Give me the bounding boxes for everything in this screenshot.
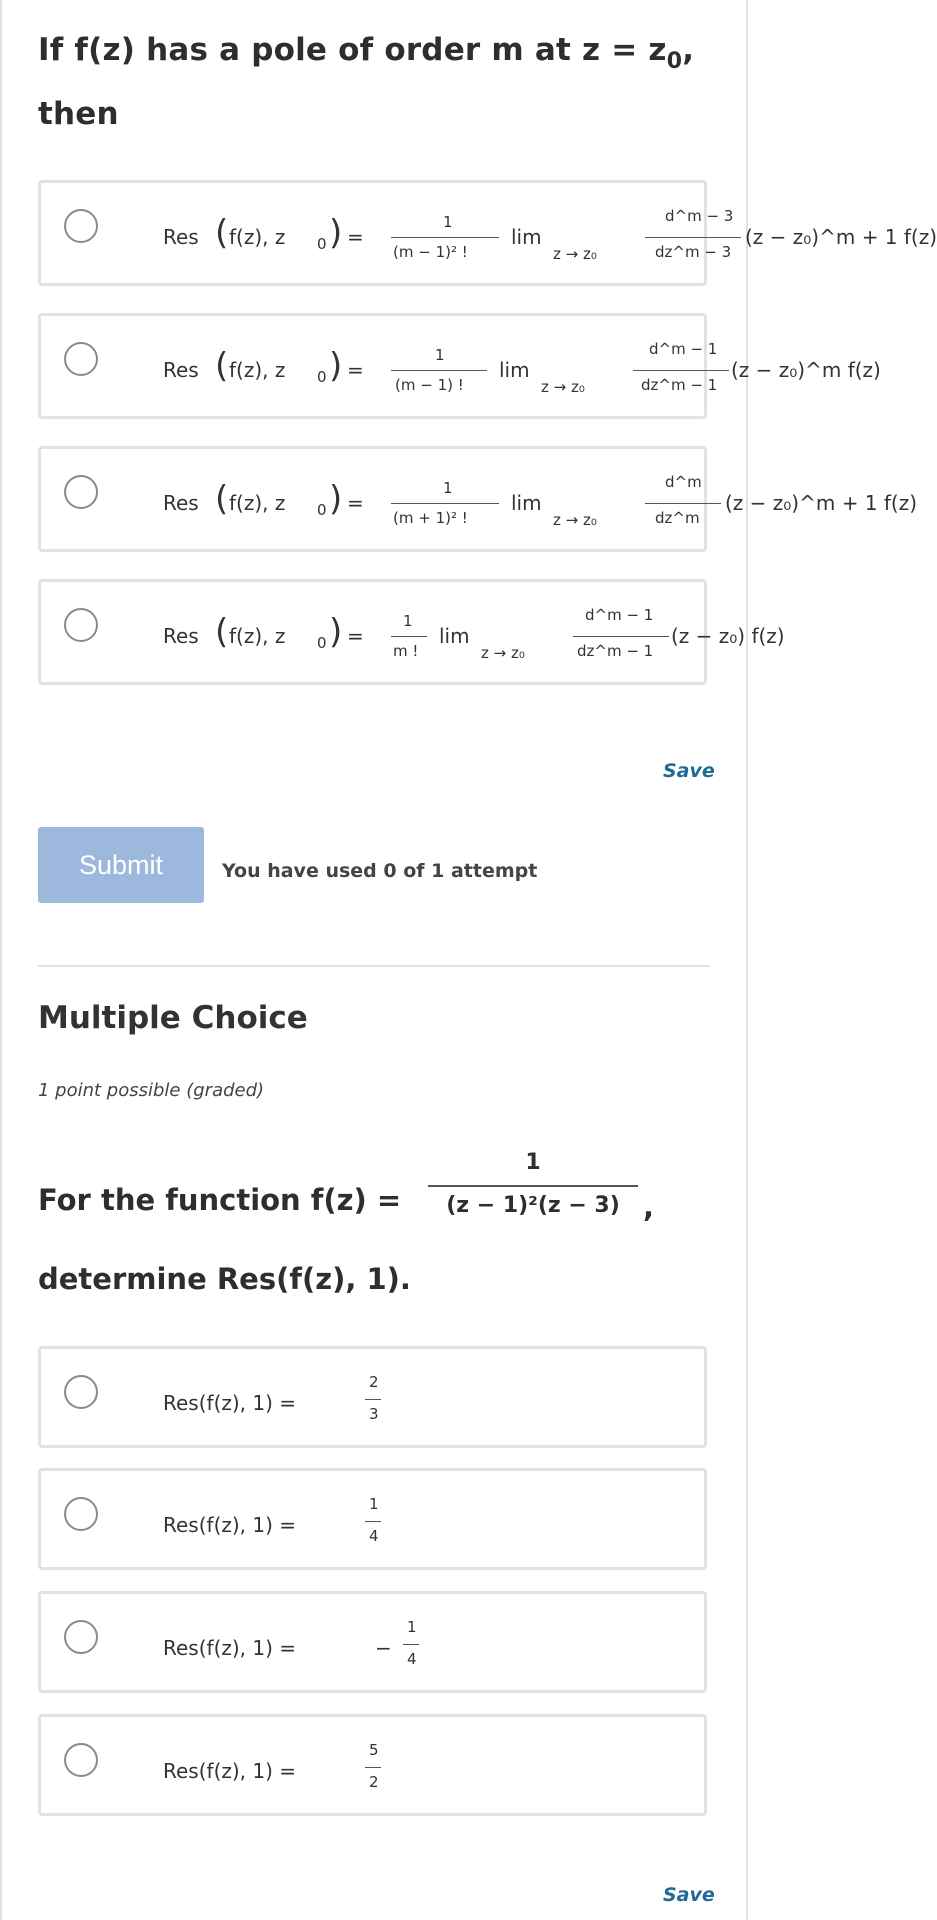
points-text: 1 point possible (graded) [38, 1080, 265, 1101]
save-button[interactable]: Save [663, 760, 715, 782]
answer-option-1[interactable]: Res ( f(z), z 0 ) = 1 (m − 1)² ! lim z → z₀ d^m − 3 dz^m − 3 (z − z₀)^m + 1 f(z) [38, 180, 707, 286]
left-border [0, 0, 2, 1920]
save-button-2[interactable]: Save [663, 1884, 715, 1906]
section-title: Multiple Choice [38, 1000, 308, 1036]
radio-button[interactable] [64, 342, 98, 376]
question-1-text: If f(z) has a pole of order m at $z = z_0$, [38, 32, 695, 74]
answer-option-q2-4[interactable]: Res(f(z), 1) = 5 2 [38, 1714, 707, 1816]
answer-option-3[interactable]: Res ( f(z), z 0 ) = 1 (m + 1)² ! lim z → z₀ d^m dz^m (z − z₀)^m + 1 f(z) [38, 446, 707, 552]
question-1-text-cont: then [38, 96, 119, 132]
question-2-text-cont: determine Res(f(z), 1). [38, 1262, 411, 1296]
radio-button[interactable] [64, 608, 98, 642]
section-divider [38, 965, 710, 967]
answer-option-q2-2[interactable]: Res(f(z), 1) = 1 4 [38, 1468, 707, 1570]
right-border [746, 0, 748, 1920]
radio-button[interactable] [64, 1375, 98, 1409]
radio-button[interactable] [64, 209, 98, 243]
radio-button[interactable] [64, 475, 98, 509]
answer-option-q2-1[interactable]: Res(f(z), 1) = 2 3 [38, 1346, 707, 1448]
answer-option-q2-3[interactable]: Res(f(z), 1) = − 1 4 [38, 1591, 707, 1693]
question-2-fraction: 1 (z − 1)²(z − 3) [428, 1150, 638, 1218]
radio-button[interactable] [64, 1743, 98, 1777]
answer-option-4[interactable]: Res ( f(z), z 0 ) = 1 m ! lim z → z₀ d^m − 1 dz^m − 1 (z − z₀) f(z) [38, 579, 707, 685]
radio-button[interactable] [64, 1497, 98, 1531]
radio-button[interactable] [64, 1620, 98, 1654]
answer-option-2[interactable]: Res ( f(z), z 0 ) = 1 (m − 1) ! lim z → z₀ d^m − 1 dz^m − 1 (z − z₀)^m f(z) [38, 313, 707, 419]
submit-button[interactable]: Submit [38, 827, 204, 903]
question-2-comma: , [643, 1190, 655, 1224]
question-2-text: For the function f(z) = [38, 1183, 402, 1217]
attempts-text: You have used 0 of 1 attempt [222, 860, 538, 882]
